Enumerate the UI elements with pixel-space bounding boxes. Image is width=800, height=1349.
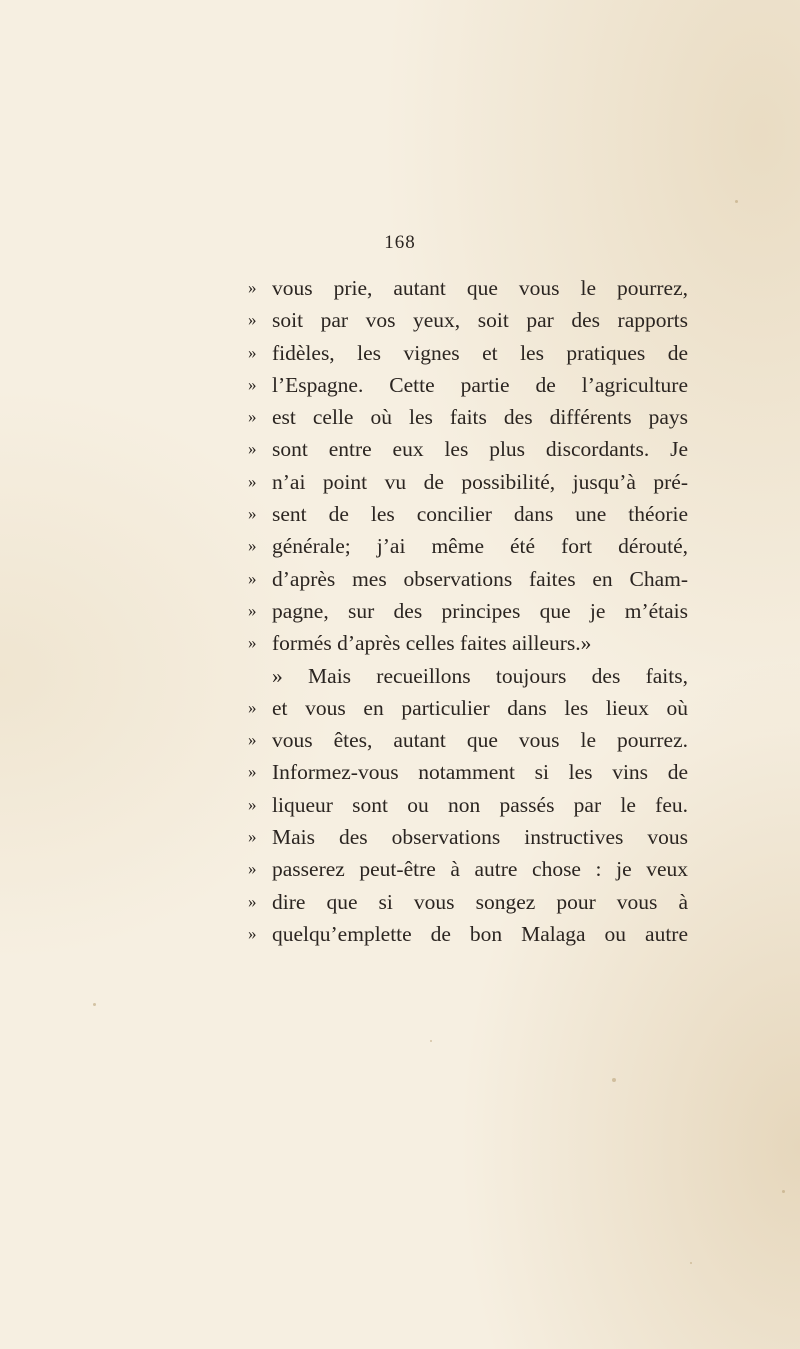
line-text: Informez-vous notamment si les vins de — [272, 760, 688, 785]
line-text: pagne, sur des principes que je m’étais — [272, 598, 688, 623]
paper-speck — [782, 1190, 785, 1193]
paper-speck — [612, 1078, 616, 1082]
line-text: d’après mes observations faites en Cham- — [272, 566, 688, 591]
text-line — [248, 724, 688, 756]
line-text: vous êtes, autant que vous le pourrez. — [272, 728, 688, 753]
text-line — [248, 304, 688, 336]
line-text: vous prie, autant que vous le pourrez, — [272, 276, 688, 300]
page-number: 168 — [384, 232, 416, 253]
line-text: soit par vos yeux, soit par des rapports — [272, 308, 688, 333]
text-line — [248, 853, 688, 885]
quote-marker: » — [248, 633, 257, 653]
line-text: n’ai point vu de possibilité, jusqu’à pré- — [272, 469, 688, 494]
quote-marker: » — [248, 471, 257, 491]
text-line — [248, 692, 688, 724]
text-line — [248, 660, 688, 692]
paper-speck — [690, 1262, 692, 1264]
text-line — [248, 369, 688, 401]
quote-marker: » — [248, 374, 257, 394]
quote-marker: » — [248, 762, 257, 782]
text-line — [248, 466, 688, 498]
line-text: passerez peut-être à autre chose : je veux — [272, 857, 688, 882]
quote-marker: » — [248, 536, 257, 556]
text-line — [248, 627, 688, 659]
paper-speck — [735, 200, 738, 203]
paper-speck — [93, 1003, 96, 1006]
line-text: sont entre eux les plus discordants. Je — [272, 437, 688, 462]
quote-marker: » — [248, 859, 257, 879]
text-line — [248, 337, 688, 369]
line-text: dire que si vous songez pour vous à — [272, 889, 688, 914]
text-line — [248, 789, 688, 821]
quote-marker: » — [248, 827, 257, 847]
text-line — [248, 433, 688, 465]
line-text: » Mais recueillons toujours des faits, — [272, 663, 688, 688]
quote-marker: » — [248, 278, 257, 297]
quote-marker: » — [248, 504, 257, 524]
quote-marker: » — [248, 600, 257, 620]
quote-marker: » — [248, 891, 257, 911]
text-line — [248, 756, 688, 788]
text-line — [248, 401, 688, 433]
text-line — [248, 530, 688, 562]
paper-speck — [430, 1040, 432, 1042]
text-line — [248, 821, 688, 853]
line-text: formés d’après celles faites ailleurs.» — [272, 631, 592, 656]
line-text: liqueur sont ou non passés par le feu. — [272, 792, 688, 817]
text-line — [248, 918, 688, 950]
line-text: l’Espagne. Cette partie de l’agriculture — [272, 372, 688, 397]
quote-marker: » — [248, 439, 257, 459]
quote-marker: » — [248, 342, 257, 362]
quote-marker: » — [248, 730, 257, 750]
text-line — [248, 886, 688, 918]
line-text: quelqu’emplette de bon Malaga ou autre — [272, 921, 688, 946]
text-line — [248, 595, 688, 627]
line-text: et vous en particulier dans les lieux où — [272, 695, 688, 720]
line-text: générale; j’ai même été fort dérouté, — [272, 534, 688, 559]
quote-marker: » — [248, 794, 257, 814]
line-text: sent de les concilier dans une théorie — [272, 502, 688, 527]
text-line — [248, 272, 688, 304]
text-line — [248, 563, 688, 595]
text-block — [248, 272, 688, 950]
text-line — [248, 498, 688, 530]
quote-marker: » — [248, 407, 257, 427]
quote-marker: » — [248, 568, 257, 588]
line-text: est celle où les faits des différents pays — [272, 405, 688, 430]
quote-marker: » — [248, 310, 257, 330]
quote-marker: » — [248, 697, 257, 717]
line-text: Mais des observations instructives vous — [272, 825, 688, 850]
line-text: fidèles, les vignes et les pratiques de — [272, 340, 688, 365]
quote-marker: » — [248, 923, 257, 943]
